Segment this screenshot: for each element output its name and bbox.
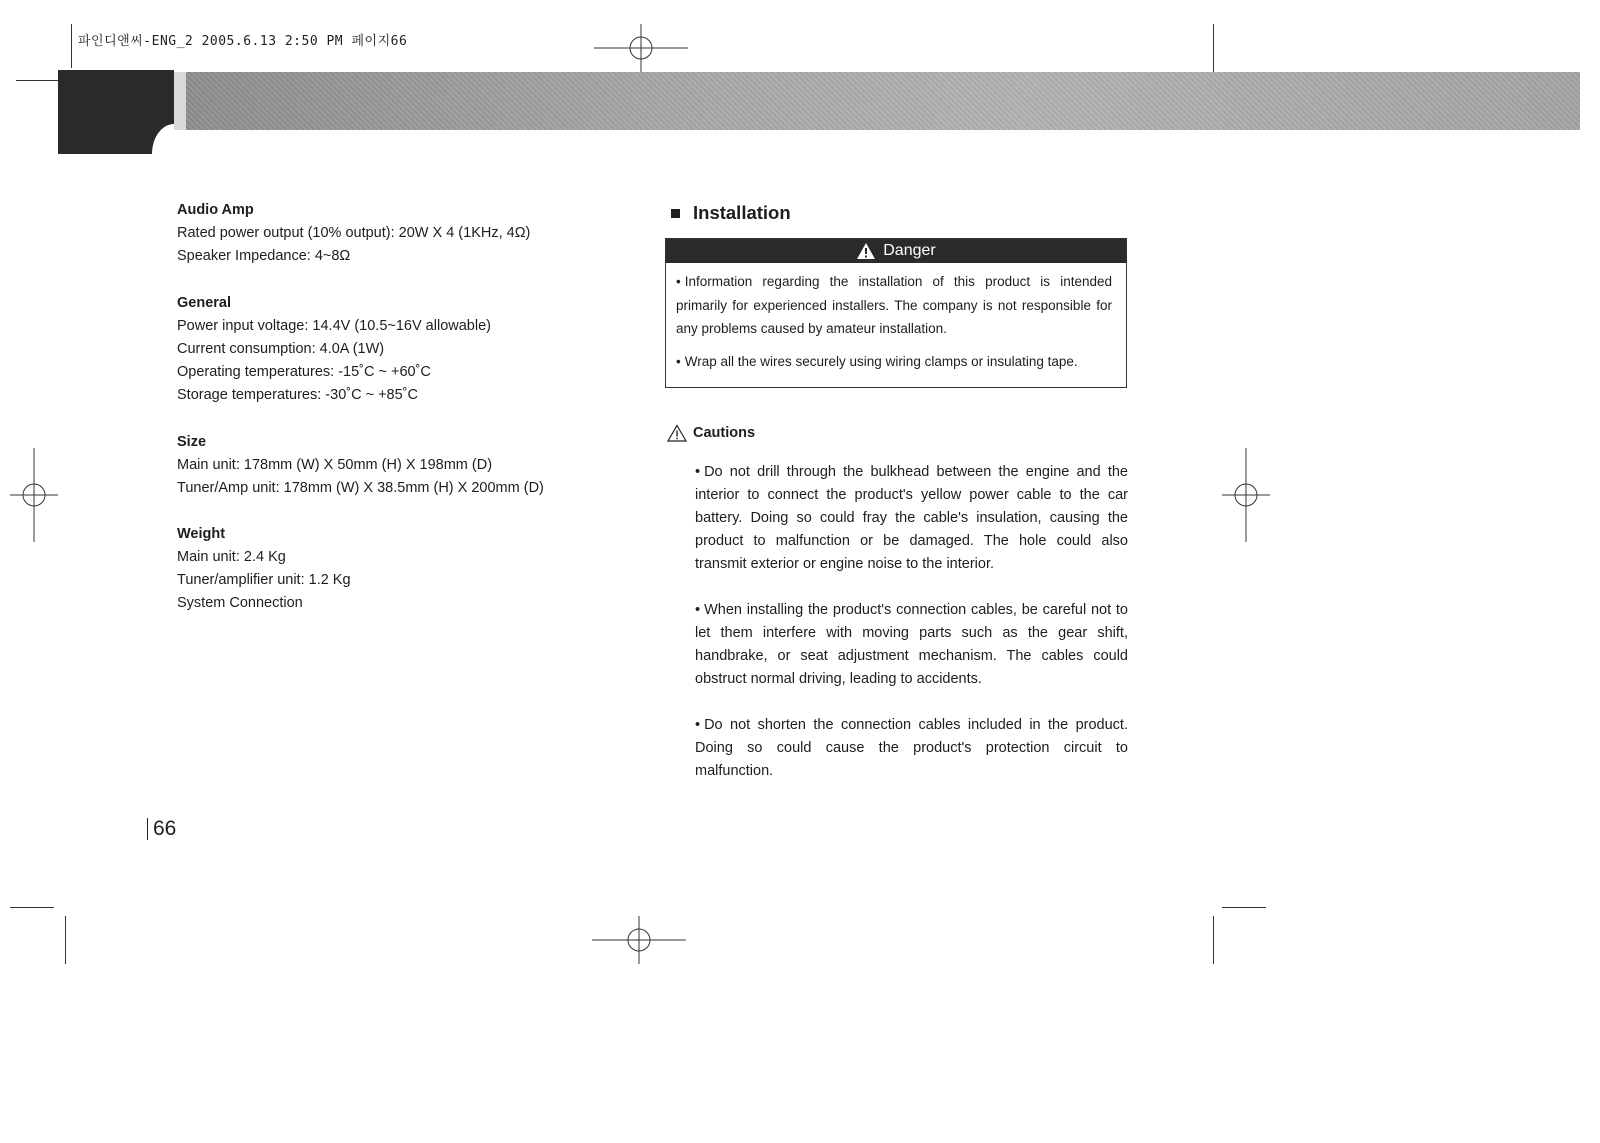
crop-mark	[1213, 916, 1214, 964]
spec-line: System Connection	[177, 595, 303, 611]
registration-mark-top	[594, 24, 688, 72]
spec-line: Tuner/amplifier unit: 1.2 Kg	[177, 572, 351, 588]
spec-line: Current consumption: 4.0A (1W)	[177, 341, 385, 357]
danger-item-text: Wrap all the wires securely using wiring clamps or insulating tape.	[684, 354, 1078, 369]
cautions-label: Cautions	[693, 425, 756, 441]
danger-item	[676, 270, 1112, 341]
spec-general	[177, 292, 597, 407]
spec-line: Operating temperatures: -15˚C ~ +60˚C	[177, 364, 431, 380]
warning-triangle-icon	[856, 242, 876, 260]
spec-size	[177, 431, 597, 500]
header-banner-divider	[174, 72, 186, 130]
bullet: •	[695, 464, 701, 480]
danger-item-text: Information regarding the installation of this product is intended primarily for experienced installers. The company is not responsible for any problems caused by amateur installation.	[676, 274, 1112, 336]
danger-item	[676, 350, 1112, 374]
spec-audio-amp	[177, 199, 597, 268]
bullet: •	[676, 274, 681, 289]
spec-line: Tuner/Amp unit: 178mm (W) X 38.5mm (H) X 200mm (D)	[177, 480, 544, 496]
header-banner	[186, 72, 1580, 130]
caution-item-text: When installing the product's connection cables, be careful not to let them interfere with moving parts such as the gear shift, handbrake, or seat adjustment mechanism. The cables could obstruct normal driving, leading to accidents.	[695, 602, 1128, 687]
caution-item	[695, 599, 1128, 691]
spec-line: Storage temperatures: -30˚C ~ +85˚C	[177, 387, 418, 403]
spec-line: Main unit: 2.4 Kg	[177, 549, 286, 565]
caution-item-text: Do not shorten the connection cables included in the product. Doing so could cause the product's protection circuit to malfunction.	[695, 717, 1128, 779]
bullet: •	[695, 602, 701, 618]
registration-mark-left	[10, 448, 58, 542]
crop-mark	[16, 80, 60, 81]
bullet: •	[676, 354, 681, 369]
spec-line: Rated power output (10% output): 20W X 4 (1KHz, 4Ω)	[177, 225, 531, 241]
caution-item-text: Do not drill through the bulkhead between the engine and the interior to connect the product's yellow power cable to the car battery. Doing so could fray the cable's insulation, causing the product to malfunction or be damaged. The hole could also transmit exterior or engine noise to the interior.	[695, 464, 1128, 572]
bullet: •	[695, 717, 701, 733]
registration-mark-right	[1222, 448, 1270, 542]
caution-triangle-icon	[667, 424, 687, 442]
spec-line: Speaker Impedance: 4~8Ω	[177, 248, 351, 264]
spec-weight	[177, 523, 597, 615]
caution-item	[695, 461, 1128, 576]
section-title-text: Installation	[693, 202, 791, 223]
print-file-header: 파인디앤씨-ENG_2 2005.6.13 2:50 PM 페이지66	[78, 34, 408, 49]
page-number: 66	[147, 818, 176, 840]
crop-mark	[1222, 907, 1266, 908]
crop-mark	[65, 916, 66, 964]
section-title-installation	[671, 202, 791, 224]
spec-line: Main unit: 178mm (W) X 50mm (H) X 198mm (D)	[177, 457, 493, 473]
registration-mark-bottom	[592, 916, 686, 964]
danger-notice-box	[665, 238, 1127, 388]
spec-heading: General	[177, 295, 231, 311]
crop-mark	[10, 907, 54, 908]
spec-heading: Weight	[177, 526, 226, 542]
crop-mark	[1213, 24, 1214, 72]
crop-mark	[71, 24, 72, 68]
square-bullet-icon	[671, 209, 680, 218]
caution-item	[695, 714, 1128, 783]
spec-heading: Audio Amp	[177, 202, 254, 218]
spec-line: Power input voltage: 14.4V (10.5~16V allowable)	[177, 318, 491, 334]
spec-heading: Size	[177, 434, 207, 450]
cautions-heading	[667, 424, 755, 442]
danger-label: Danger	[883, 242, 936, 259]
header-banner-tab	[58, 70, 174, 154]
danger-header	[666, 239, 1126, 263]
